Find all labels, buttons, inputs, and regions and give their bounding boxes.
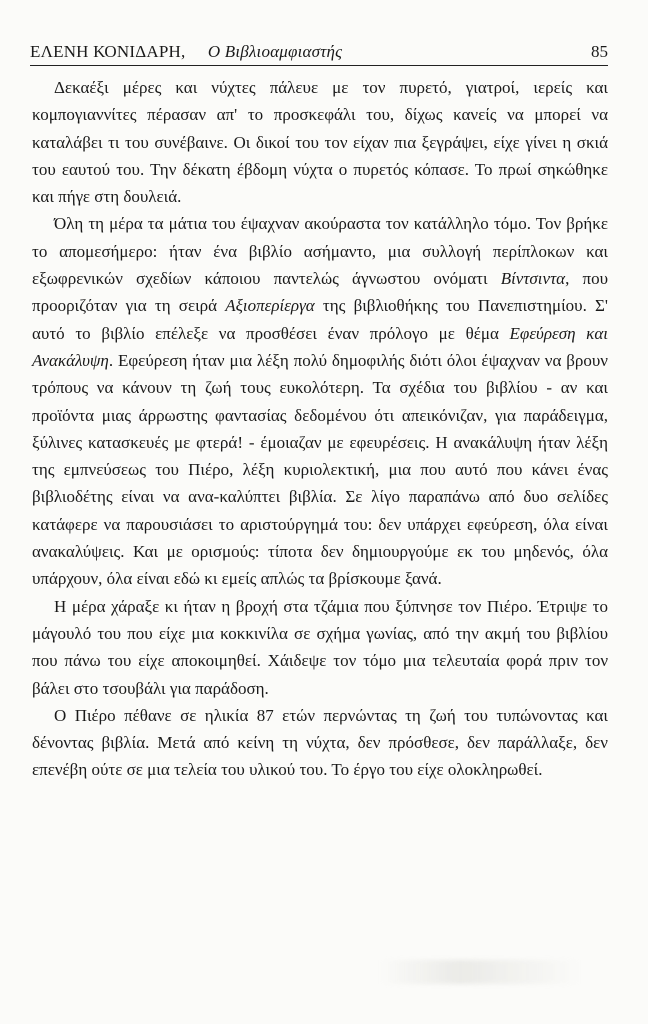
page-number: 85 (591, 42, 608, 61)
text-run: Όλη τη μέρα τα μάτια του έψαχναν ακούραστα τον κατάλληλο τόμο. Τον βρήκε το απομεσήμερο: ήταν ένα βιβλίο ασήμαντο, μια συλλογή περίπλοκων και εξωφρενικών σχεδίων κάποιου παντελώς άγνωστου ονόματι (32, 214, 608, 289)
italic-text: Βίντσιντα (500, 269, 566, 289)
text-run: της βιβλιοθήκης του Πανεπιστημίου. Σ' αυτό το βιβλίο επέλεξε να προσθέσει έναν πρόλογο με θέμα (32, 296, 608, 343)
running-header (30, 36, 608, 66)
header-author: ΕΛΕΝΗ ΚΟΝΙΔΑΡΗ, (30, 42, 186, 61)
paragraph (32, 702, 608, 784)
paragraph (32, 593, 608, 702)
text-run: Ο Πιέρο πέθανε σε ηλικία 87 ετών περνώντας τη ζωή του τυπώνοντας και δένοντας βιβλία. Μετά από κείνη τη νύχτα, δεν πρόσθεσε, δεν παράλλαξε, δεν επενέβη ούτε σε μια τελεία του υλικού του. Το έργο του είχε ολοκληρωθεί. (32, 705, 608, 780)
header-left (30, 42, 342, 62)
bleed-through-smudge (380, 960, 580, 984)
text-run: Δεκαέξι μέρες και νύχτες πάλευε με τον πυρετό, γιατροί, ιερείς και κομπογιαννίτες πέρασαν απ' το προσκεφάλι του, δίχως κανείς να μπορεί να καταλάβει τι του συνέβαινε. Οι δικοί του τον είχαν πια ξεγράψει, είχε γίνει η σκιά του εαυτού του. Την δέκατη έβδομη νύχτα ο πυρετός κόπασε. Το πρωί σηκώθηκε και πήγε στη δουλειά. (32, 78, 608, 207)
text-run: . Εφεύρεση ήταν μια λέξη πολύ δημοφιλής διότι όλοι έψαχναν να βρουν τρόπους να κάνουν τη ζωή τους ευκολότερη. Τα σχέδια του βιβλίου - αν και προϊόντα μιας άρρωστης φαντασίας δεδομένου ότι απεικόνιζαν, για παράδειγμα, ξύλινες κατασκευές με φτερά! - έμοιαζαν με εφευρέσεις. Η ανακάλυψη ήταν λέξη της εμπνεύσεως του Πιέρο, λέξη κυριολεκτική, μια που αυτό που κάνει ένας βιβλιοδέτης είναι να ανα-καλύπτει βιβλία. Σε λίγο παραπάνω από δυο σελίδες κατάφερε να παρουσιάσει το αριστούργημά του: δεν υπάρχει εφεύρεση, όλα είναι ανακαλύψεις. Και με ορισμούς: τίποτα δεν δημιουργούμε εκ του μηδενός, όλα υπάρχουν, όλα είναι εδώ κι εμείς απλώς τα βρίσκουμε ξανά. (32, 350, 608, 589)
paragraph (32, 210, 608, 592)
italic-text: Αξιοπερίεργα (225, 296, 315, 316)
page-body (32, 74, 608, 784)
header-book-title: Ο Βιβλιοαμφιαστής (207, 42, 343, 61)
text-run: Η μέρα χάραξε κι ήταν η βροχή στα τζάμια που ξύπνησε τον Πιέρο. Έτριψε το μάγουλό του που είχε μια κοκκινίλα σε σχήμα γωνίας, από την ακμή του βιβλίου που πάνω του είχε αποκοιμηθεί. Χάιδεψε τον τόμο μια τελευταία φορά πριν τον βάλει στο τσουβάλι για παράδοση. (32, 596, 608, 698)
italic-text: Εφεύρεση και Ανακάλυψη (32, 323, 608, 370)
paragraph (32, 74, 608, 210)
text-run: , που προοριζόταν για τη σειρά (32, 269, 609, 316)
